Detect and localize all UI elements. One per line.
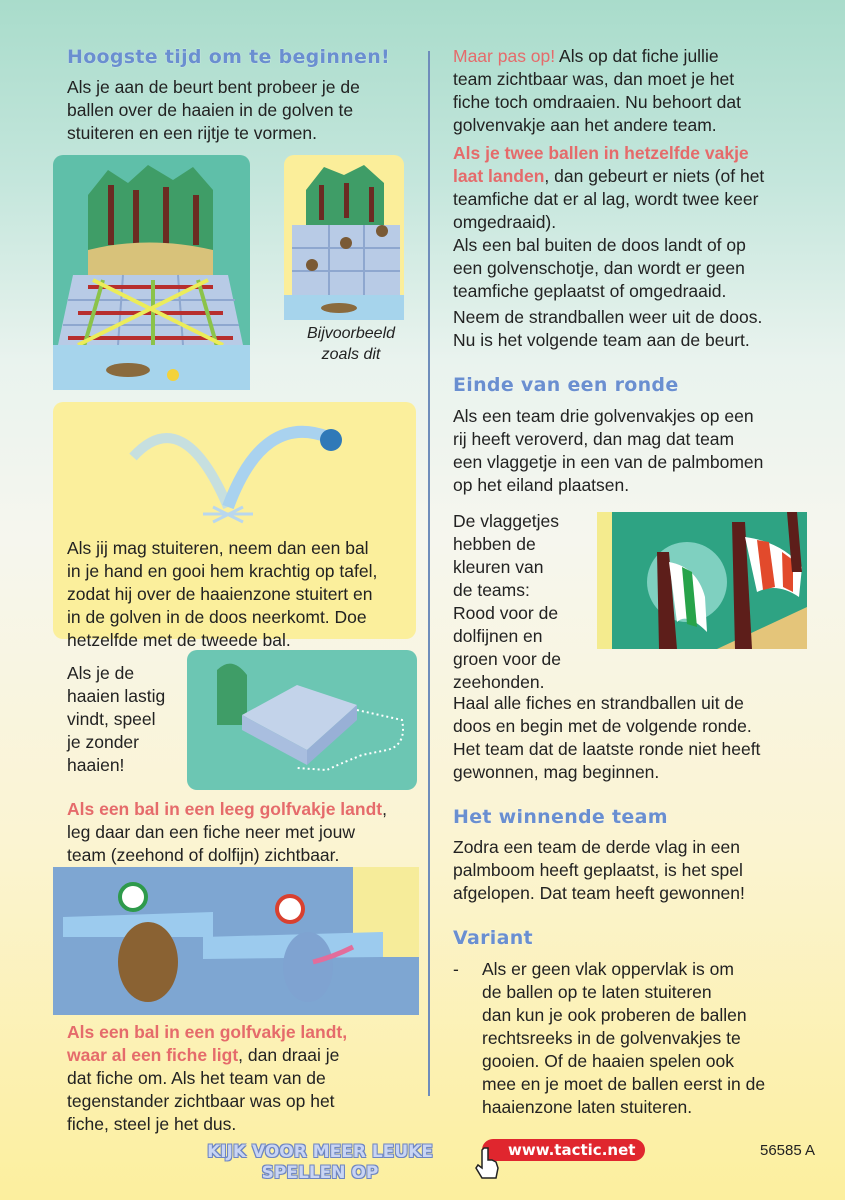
- text-line: Neem de strandballen weer uit de doos.: [453, 307, 763, 327]
- product-code: 56585 A: [760, 1142, 816, 1159]
- sharks-optional-text: [67, 662, 165, 777]
- text-line: stuiteren en een rijtje te vormen.: [67, 123, 317, 143]
- website-url[interactable]: www.tactic.net: [482, 1139, 645, 1161]
- text-line: Haal alle fiches en strandballen uit de: [453, 693, 744, 713]
- empty-square-rule: [67, 798, 387, 867]
- two-balls-rule: [453, 142, 764, 234]
- text-line: rechtsreeks in de golvenvakjes te: [482, 1028, 741, 1048]
- text-line: team zichtbaar was, dan moet je het: [453, 69, 735, 89]
- column-divider: [428, 51, 430, 1096]
- text-line: rij heeft veroverd, dan mag dat team: [453, 429, 735, 449]
- text-line: haaien lastig: [67, 686, 166, 706]
- text-line: palmboom heeft geplaatst, is het spel: [453, 860, 743, 880]
- text-line: hetzelfde met de tweede bal.: [67, 630, 291, 650]
- promo-line: SPELLEN OP: [261, 1163, 379, 1183]
- next-round-text: [453, 692, 760, 784]
- text-line: Nu is het volgende team aan de beurt.: [453, 330, 750, 350]
- text-line: gooien. Of de haaien spelen ook: [482, 1051, 734, 1071]
- heading-round-end: Einde van een ronde: [453, 374, 679, 396]
- text-line: groen voor de: [453, 649, 561, 669]
- rule-highlight: laat landen: [453, 166, 545, 186]
- rule-highlight: waar al een fiche ligt: [67, 1045, 239, 1065]
- text-line: Als een team drie golvenvakjes op een: [453, 406, 754, 426]
- text-line: leg daar dan een fiche neer met jouw: [67, 822, 355, 842]
- variant-text: [482, 958, 765, 1119]
- text-line: een golvenschotje, dan wordt er geen: [453, 258, 745, 278]
- text-fragment: ,: [382, 799, 387, 819]
- board-example-image: [53, 155, 250, 390]
- text-fragment: , dan gebeurt er niets (of het: [544, 166, 765, 186]
- text-line: zeehonden.: [453, 672, 545, 692]
- winner-text: [453, 836, 745, 905]
- website-link[interactable]: [482, 1141, 645, 1160]
- text-line: kleuren van: [453, 557, 544, 577]
- example-caption: [296, 323, 406, 365]
- text-line: Als een bal buiten de doos landt of op: [453, 235, 746, 255]
- text-line: de teams:: [453, 580, 530, 600]
- promo-line: KIJK VOOR MEER LEUKE: [207, 1142, 433, 1162]
- text-line: golvenvakje aan het andere team.: [453, 115, 717, 135]
- careful-rule: [453, 45, 741, 137]
- text-line: fiche, steel je het dus.: [67, 1114, 237, 1134]
- text-line: omgedraaid).: [453, 212, 557, 232]
- pointer-hand-icon: [472, 1146, 502, 1182]
- text-line: in de golven in de doos neerkomt. Doe: [67, 607, 367, 627]
- outside-box-rule: [453, 234, 746, 303]
- heading-start: Hoogste tijd om te beginnen!: [67, 46, 391, 68]
- text-line: tegenstander zichtbaar was op het: [67, 1091, 335, 1111]
- text-line: ballen over de haaien in de golven te: [67, 100, 354, 120]
- variant-bullet: -: [453, 959, 459, 979]
- text-line: De vlaggetjes: [453, 511, 560, 531]
- text-line: een vlaggetje in een van de palmbomen: [453, 452, 764, 472]
- rule-highlight: Maar pas op!: [453, 46, 556, 66]
- example-placement-image: [284, 155, 404, 320]
- heading-winner: Het winnende team: [453, 806, 668, 828]
- text-line: afgelopen. Dat team heeft gewonnen!: [453, 883, 745, 903]
- text-line: team (zeehond of dolfijn) zichtbaar.: [67, 845, 340, 865]
- text-line: hebben de: [453, 534, 536, 554]
- text-line: fiche toch omdraaien. Nu behoort dat: [453, 92, 741, 112]
- bounce-arc-illustration: [53, 402, 416, 532]
- text-line: dat fiche om. Als het team van de: [67, 1068, 326, 1088]
- text-line: je zonder: [67, 732, 139, 752]
- text-line: Rood voor de: [453, 603, 559, 623]
- text-line: op het eiland plaatsen.: [453, 475, 630, 495]
- caption-line: zoals dit: [321, 346, 381, 363]
- board-without-sharks-image: [187, 650, 417, 790]
- text-fragment: Als op dat fiche jullie: [555, 46, 719, 66]
- text-line: haaienzone laten stuiteren.: [482, 1097, 693, 1117]
- round-end-text: [453, 405, 763, 497]
- text-line: mee en je moet de ballen eerst in de: [482, 1074, 766, 1094]
- text-line: de ballen op te laten stuiteren: [482, 982, 712, 1002]
- rule-highlight: Als je twee ballen in hetzelfde vakje: [453, 143, 749, 163]
- caption-line: Bijvoorbeeld: [306, 325, 396, 342]
- text-line: Zodra een team de derde vlag in een: [453, 837, 740, 857]
- text-line: dolfijnen en: [453, 626, 543, 646]
- text-line: gewonnen, mag beginnen.: [453, 762, 660, 782]
- text-line: vindt, speel: [67, 709, 156, 729]
- bounce-text: [67, 537, 377, 652]
- text-line: teamfiche dat er al lag, wordt twee keer: [453, 189, 759, 209]
- footer-promo: [190, 1142, 450, 1184]
- flags-colors-text: [453, 510, 561, 694]
- text-line: teamfiche geplaatst of omgedraaid.: [453, 281, 727, 301]
- text-line: dan kun je ook proberen de ballen: [482, 1005, 747, 1025]
- flags-in-palms-image: [597, 512, 807, 649]
- text-line: Als er geen vlak oppervlak is om: [482, 959, 734, 979]
- text-line: Als jij mag stuiteren, neem dan een bal: [67, 538, 369, 558]
- text-line: doos en begin met de volgende ronde.: [453, 716, 752, 736]
- rule-highlight: Als een bal in een leeg golfvakje landt: [67, 799, 383, 819]
- heading-variant: Variant: [453, 927, 533, 949]
- text-line: Het team dat de laatste ronde niet heeft: [453, 739, 761, 759]
- next-team-rule: [453, 306, 762, 352]
- text-line: haaien!: [67, 755, 125, 775]
- seal-dolphin-tokens-image: [53, 867, 419, 1015]
- text-fragment: , dan draai je: [238, 1045, 340, 1065]
- text-line: Als je de: [67, 663, 135, 683]
- text-line: in je hand en gooi hem krachtig op tafel,: [67, 561, 378, 581]
- bounce-instruction-card: [53, 402, 416, 650]
- text-line: zodat hij over de haaienzone stuitert en: [67, 584, 373, 604]
- intro-paragraph: [67, 76, 360, 145]
- occupied-square-rule: [67, 1021, 347, 1136]
- text-line: Als je aan de beurt bent probeer je de: [67, 77, 360, 97]
- rule-highlight: Als een bal in een golfvakje landt,: [67, 1022, 348, 1042]
